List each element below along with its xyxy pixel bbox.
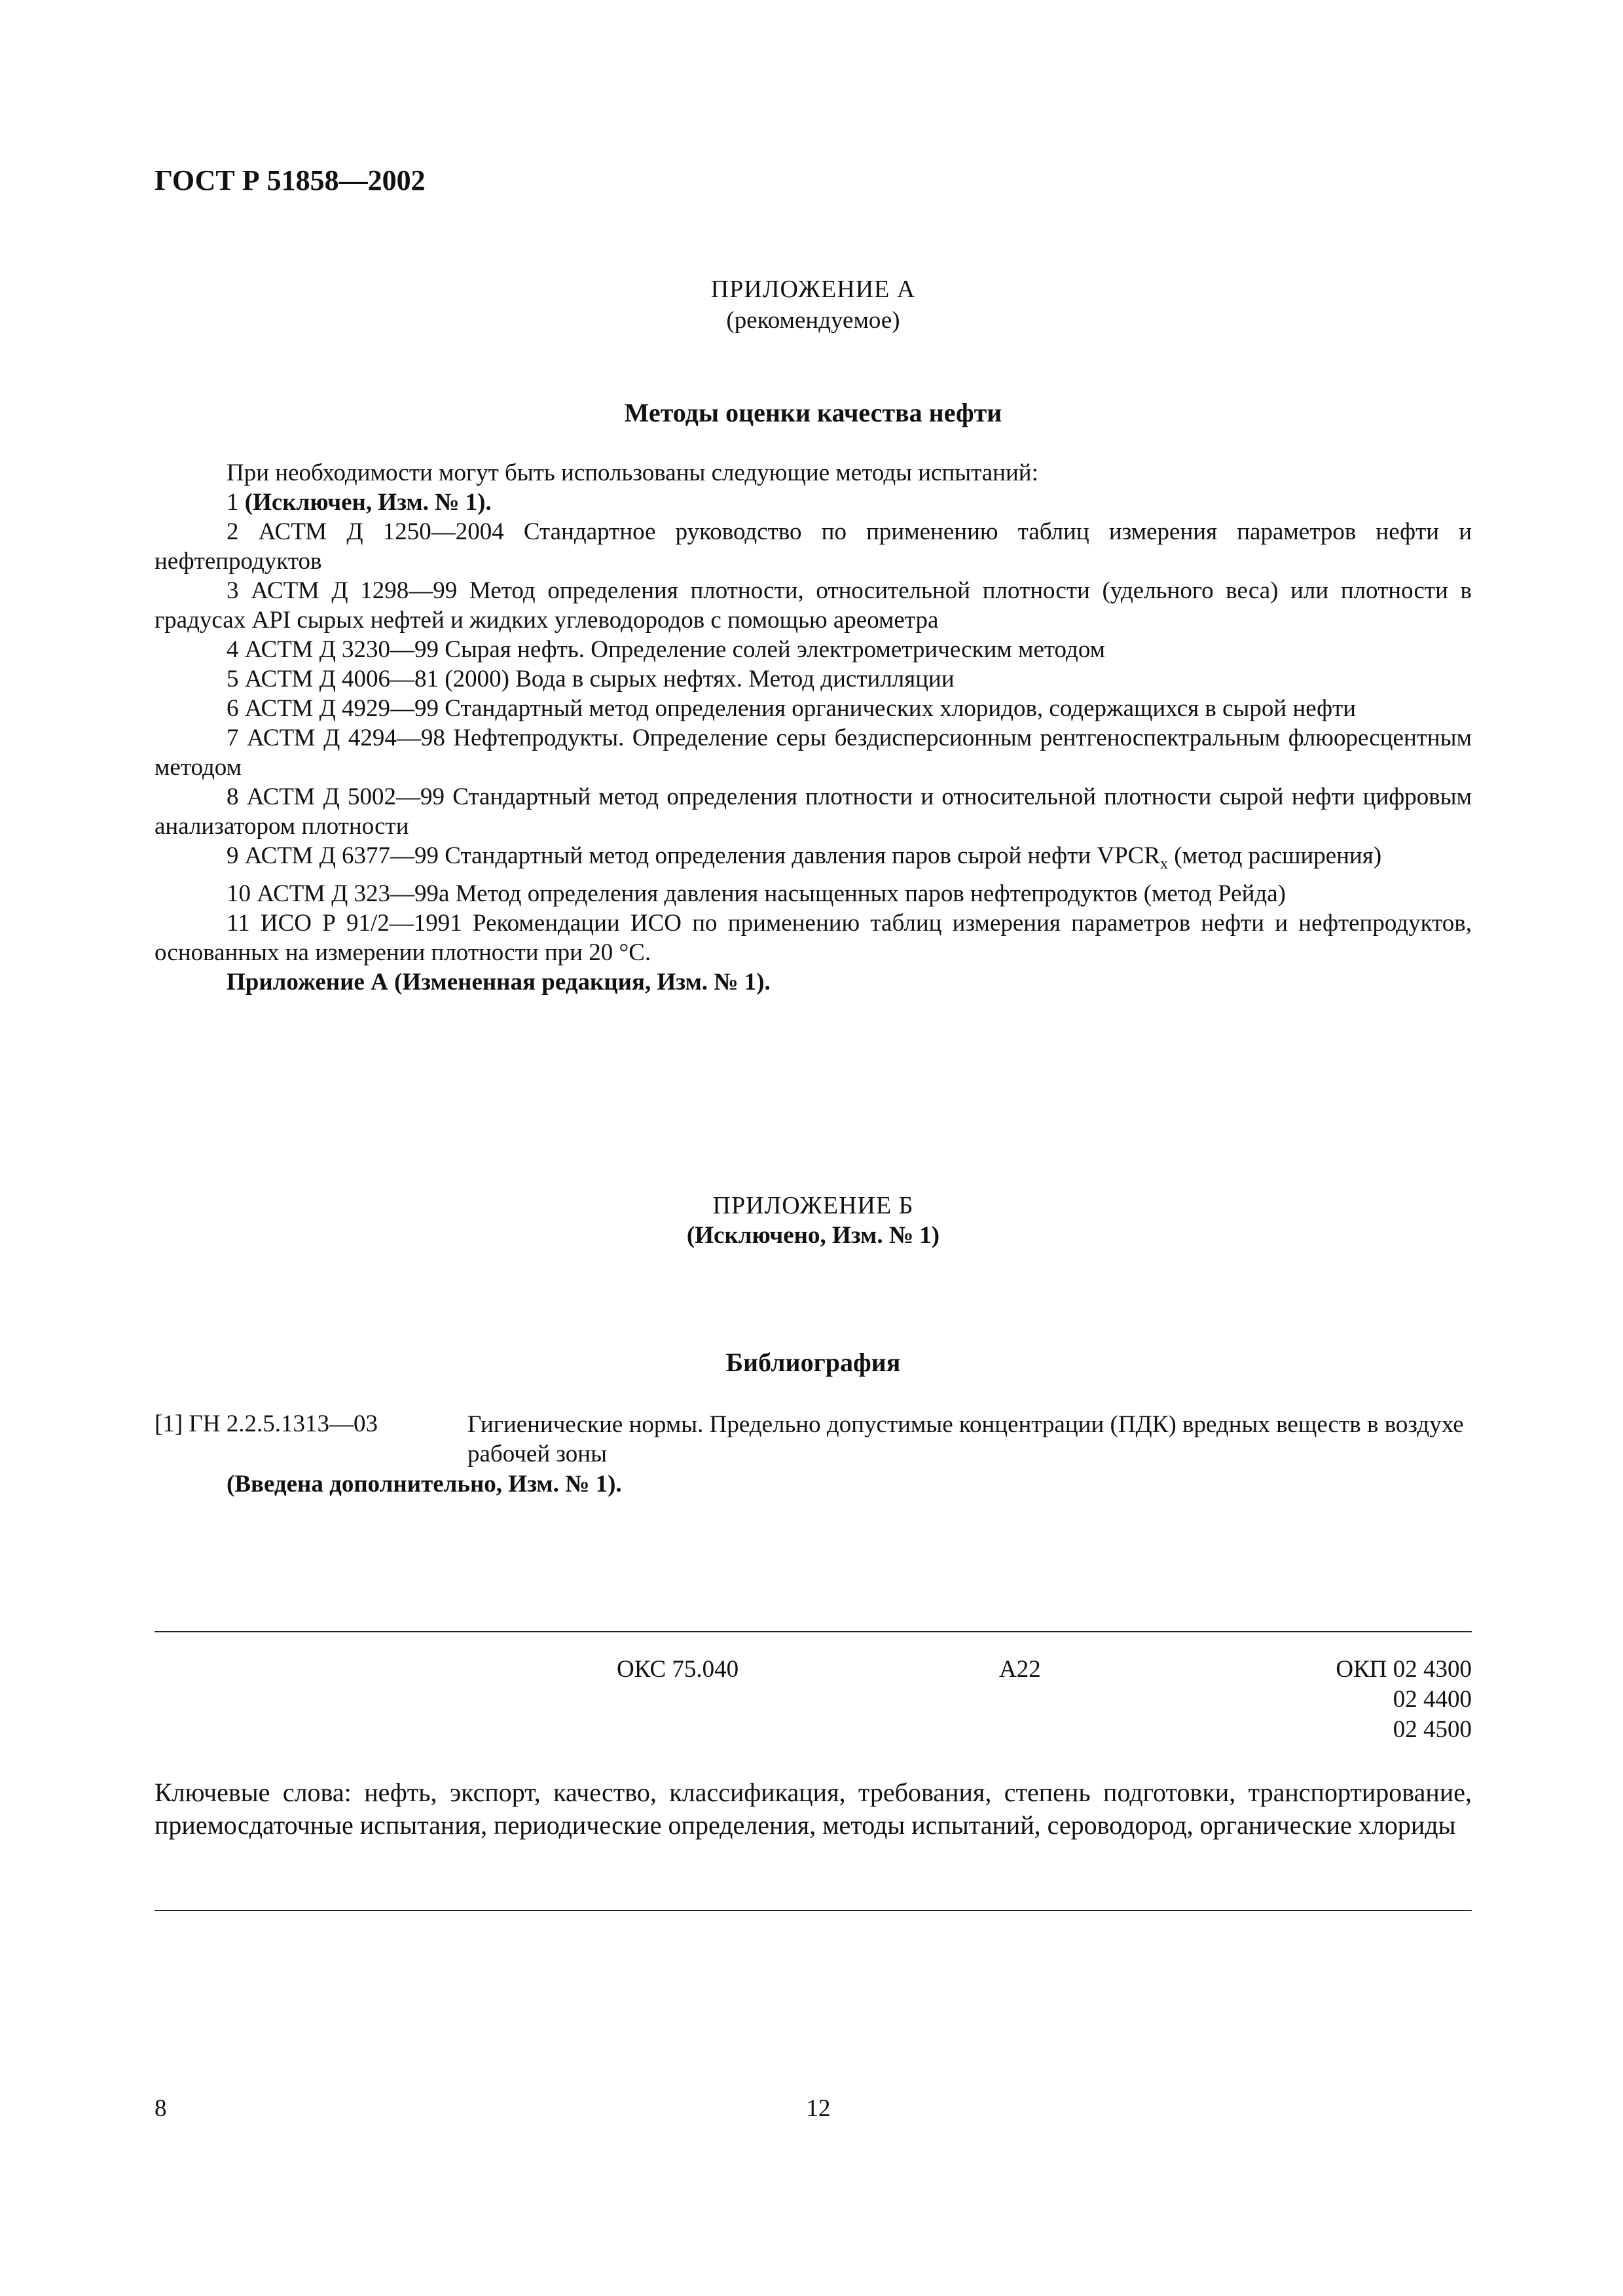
group-code: А22 xyxy=(999,1656,1041,1683)
method-item-9-subscript: x xyxy=(1160,855,1169,872)
appendix-a-body xyxy=(155,458,1472,997)
method-item: 10 АСТМ Д 323—99а Метод определения давления насыщенных паров нефтепродуктов (метод Рейда) xyxy=(227,880,1286,907)
method-item: 4 АСТМ Д 3230—99 Сырая нефть. Определение солей электрометрическим методом xyxy=(227,636,1106,663)
method-item: 3 АСТМ Д 1298—99 Метод определения плотности, относительной плотности (удельного веса) или плотности в градусах API сырых нефтей и жидких углеводородов с помощью ареометра xyxy=(155,577,1472,634)
appendix-a-note: Приложение А (Измененная редакция, Изм. № 1). xyxy=(227,969,771,996)
keywords: Ключевые слова: нефть, экспорт, качество, классификация, требования, степень подготовки, транспортирование, приемосдаточные испытания, периодические определения, методы испытаний, сероводород, органические хлориды xyxy=(155,1778,1472,1840)
appendix-a-subtitle: (рекомендуемое) xyxy=(726,307,900,334)
okp-code: 02 4400 xyxy=(1393,1686,1472,1713)
appendix-a-title: ПРИЛОЖЕНИЕ А xyxy=(710,276,916,303)
top-divider xyxy=(155,1631,1472,1632)
appendix-b-subtitle: (Исключено, Изм. № 1) xyxy=(686,1222,940,1249)
bottom-divider xyxy=(155,1910,1472,1911)
method-item: 8 АСТМ Д 5002—99 Стандартный метод определения плотности и относительной плотности сырой нефти цифровым анализатором плотности xyxy=(155,783,1472,840)
method-item: 6 АСТМ Д 4929—99 Стандартный метод определения органических хлоридов, содержащихся в сырой нефти xyxy=(227,695,1357,722)
method-item: 11 ИСО Р 91/2—1991 Рекомендации ИСО по применению таблиц измерения параметров нефти и нефтепродуктов, основанных на измерении плотности при 20 °С. xyxy=(155,910,1472,966)
method-item: 7 АСТМ Д 4294—98 Нефтепродукты. Определение серы бездисперсионным рентгеноспектральным флюоресцентным методом xyxy=(155,725,1472,781)
standard-header: ГОСТ Р 51858—2002 xyxy=(155,164,426,196)
bibliography-text: Гигиенические нормы. Предельно допустимые концентрации (ПДК) вредных веществ в воздухе рабочей зоны xyxy=(467,1411,1464,1467)
okp-code: 02 4500 xyxy=(1393,1716,1472,1743)
method-item-9-tail: (метод расширения) xyxy=(1168,842,1382,869)
method-item-1-note: (Исключен, Изм. № 1). xyxy=(244,489,492,516)
method-item-1-num: 1 xyxy=(227,489,239,516)
page-number-left: 8 xyxy=(155,2095,167,2122)
method-item: 2 АСТМ Д 1250—2004 Стандартное руководство по применению таблиц измерения параметров нефти и нефтепродуктов xyxy=(155,518,1472,575)
bibliography-code: [1] ГН 2.2.5.1313—03 xyxy=(155,1410,378,1437)
bibliography-heading: Библиография xyxy=(725,1348,901,1377)
method-item: 5 АСТМ Д 4006—81 (2000) Вода в сырых нефтях. Метод дистилляции xyxy=(227,666,955,692)
appendix-b-title: ПРИЛОЖЕНИЕ Б xyxy=(712,1192,914,1219)
method-item-1 xyxy=(155,488,1472,517)
oks-code: ОКС 75.040 xyxy=(617,1656,739,1683)
page-number-center: 12 xyxy=(806,2095,831,2122)
appendix-a-heading: Методы оценки качества нефти xyxy=(624,398,1002,427)
methods-intro: При необходимости могут быть использованы следующие методы испытаний: xyxy=(227,459,1038,486)
okp-code: ОКП 02 4300 xyxy=(1336,1656,1472,1683)
method-item-9 xyxy=(155,841,1472,879)
okp-codes xyxy=(1210,1655,1472,1745)
bibliography-note: (Введена дополнительно, Изм. № 1). xyxy=(227,1471,622,1498)
method-item-9-text: 9 АСТМ Д 6377—99 Стандартный метод определения давления паров сырой нефти VPCR xyxy=(227,842,1161,869)
